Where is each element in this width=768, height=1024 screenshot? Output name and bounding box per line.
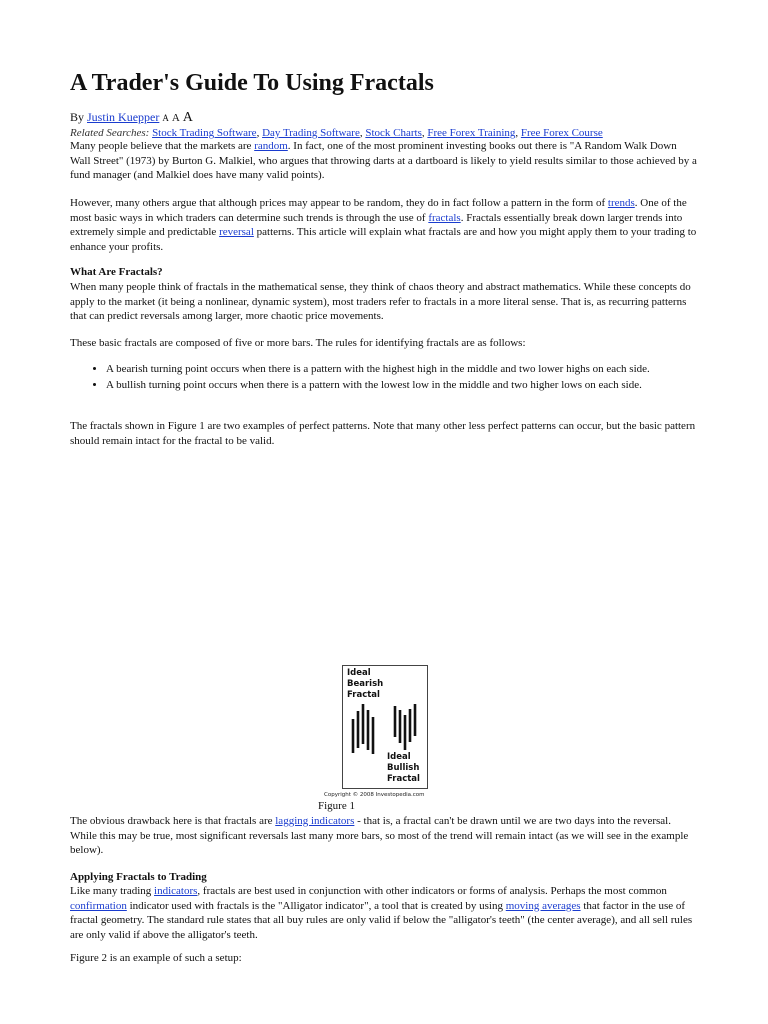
- figure-copyright: Copyright © 2008 Investopedia.com: [324, 792, 425, 798]
- text: that factor in the use of fractal geometry. The standard rule states that all buy rules are only valid if below the "alligator's teeth" (the center average), and all sell rules are only valid if above the alligator's teeth.: [70, 899, 693, 941]
- heading-what-are-fractals: What Are Fractals?: [70, 266, 163, 278]
- paragraph-figure1-intro: The fractals shown in Figure 1 are two examples of perfect patterns. Note that many other less perfect patterns can occur, but the basic pattern should remain intact for the fractal to be valid.: [70, 420, 696, 447]
- label-line: Ideal: [387, 752, 411, 762]
- text: , fractals are best used in conjunction with other indicators or forms of analysis. Perhaps the most common: [197, 885, 667, 897]
- link-moving-averages[interactable]: moving averages: [505, 899, 581, 912]
- text: . One of the most basic ways in which traders can determine such trends is through the use of: [70, 197, 687, 224]
- heading-applying-fractals: Applying Fractals to Trading: [70, 871, 207, 883]
- text: However, many others argue that although prices may appear to be random, they do in fact follow a pattern in the form of: [70, 197, 608, 209]
- link-reversal[interactable]: reversal: [219, 226, 254, 238]
- related-searches-label: Related Searches:: [70, 127, 150, 139]
- figure-1-image: [342, 665, 428, 789]
- paragraph-fractals-definition: When many people think of fractals in the mathematical sense, they think of chaos theory and abstract mathematics. While these concepts do apply to the market (it being a nonlinear, dynamic system), most traders refer to fractals in a more literal sense. That is, as recurring patterns that can predict reversals among larger, more chaotic price movements.: [70, 281, 691, 322]
- text: . In fact, one of the most prominent investing books out there is "A Random Walk Down Wall Street" (1973) by Burton G. Malkiel, who argues that throwing darts at a dartboard is likely to yield results similar to those achieved by a fund manager (and Malkiel does have many valid points).: [70, 140, 697, 181]
- text: Like many trading: [70, 885, 155, 897]
- font-size-large-button[interactable]: A: [182, 110, 193, 125]
- link-lagging-indicators[interactable]: lagging indicators: [275, 815, 355, 827]
- article-title: A Trader's Guide To Using Fractals: [70, 70, 434, 96]
- related-link-free-forex-course[interactable]: Free Forex Course: [520, 127, 603, 139]
- related-link-day-trading-software[interactable]: Day Trading Software: [262, 127, 360, 139]
- paragraph-intro: [70, 139, 698, 183]
- related-searches: Related Searches: Stock Trading Software, Day Trading Software, Stock Charts, Free Forex Training, Free Forex Course: [70, 127, 603, 139]
- text: The obvious drawback here is that fractals are: [70, 815, 276, 827]
- link-indicators[interactable]: indicators: [154, 885, 198, 897]
- paragraph-trends: [70, 196, 698, 254]
- related-link-free-forex-training[interactable]: Free Forex Training: [427, 127, 516, 139]
- label-line: Ideal: [347, 668, 371, 678]
- text: patterns. This article will explain what fractals are and how you might apply them to your trading to enhance your profits.: [70, 226, 697, 253]
- bullish-fractal-label: [387, 752, 420, 785]
- byline: [70, 110, 193, 126]
- link-confirmation[interactable]: confirmation: [70, 899, 127, 912]
- text: Many people believe that the markets are: [70, 140, 255, 152]
- link-trends[interactable]: trends: [607, 197, 635, 209]
- font-size-medium-button[interactable]: A: [171, 112, 180, 124]
- label-line: Fractal: [387, 774, 420, 784]
- label-line: Bearish: [347, 679, 384, 689]
- author-link[interactable]: Justin Kuepper: [87, 110, 160, 124]
- text: . Fractals essentially break down larger trends into extremely simple and predictable: [70, 211, 683, 238]
- figure-1-caption: Figure 1: [318, 800, 355, 812]
- related-link-stock-trading-software[interactable]: Stock Trading Software: [152, 127, 257, 139]
- label-line: Fractal: [347, 690, 380, 700]
- list-item: • A bearish turning point occurs when there is a pattern with the highest high in the middle and two lower highs on each side.: [106, 362, 734, 377]
- paragraph-lagging: [70, 814, 698, 858]
- text: indicator used with fractals is the "Alligator indicator", a tool that is created by using: [126, 899, 506, 912]
- paragraph-figure2-intro: Figure 2 is an example of such a setup:: [70, 952, 242, 964]
- rules-list: [70, 362, 734, 393]
- paragraph-rules-intro: These basic fractals are composed of five or more bars. The rules for identifying fractals are as follows:: [70, 337, 526, 349]
- paragraph-applying: [70, 884, 698, 942]
- text: - that is, a fractal can't be drawn until we are two days into the reversal. While this may be true, most significant reversals last many more bars, so most of the trend will remain intact (as we will see in the example below).: [70, 815, 689, 856]
- label-line: Bullish: [387, 763, 420, 773]
- list-item: • A bullish turning point occurs when there is a pattern with the lowest low in the middle and two higher lows on each side.: [106, 378, 734, 393]
- font-size-small-button[interactable]: A: [162, 113, 169, 123]
- link-random[interactable]: random: [254, 140, 288, 152]
- link-fractals[interactable]: fractals: [428, 211, 461, 224]
- byline-prefix: By: [70, 110, 85, 124]
- related-link-stock-charts[interactable]: Stock Charts: [365, 127, 422, 139]
